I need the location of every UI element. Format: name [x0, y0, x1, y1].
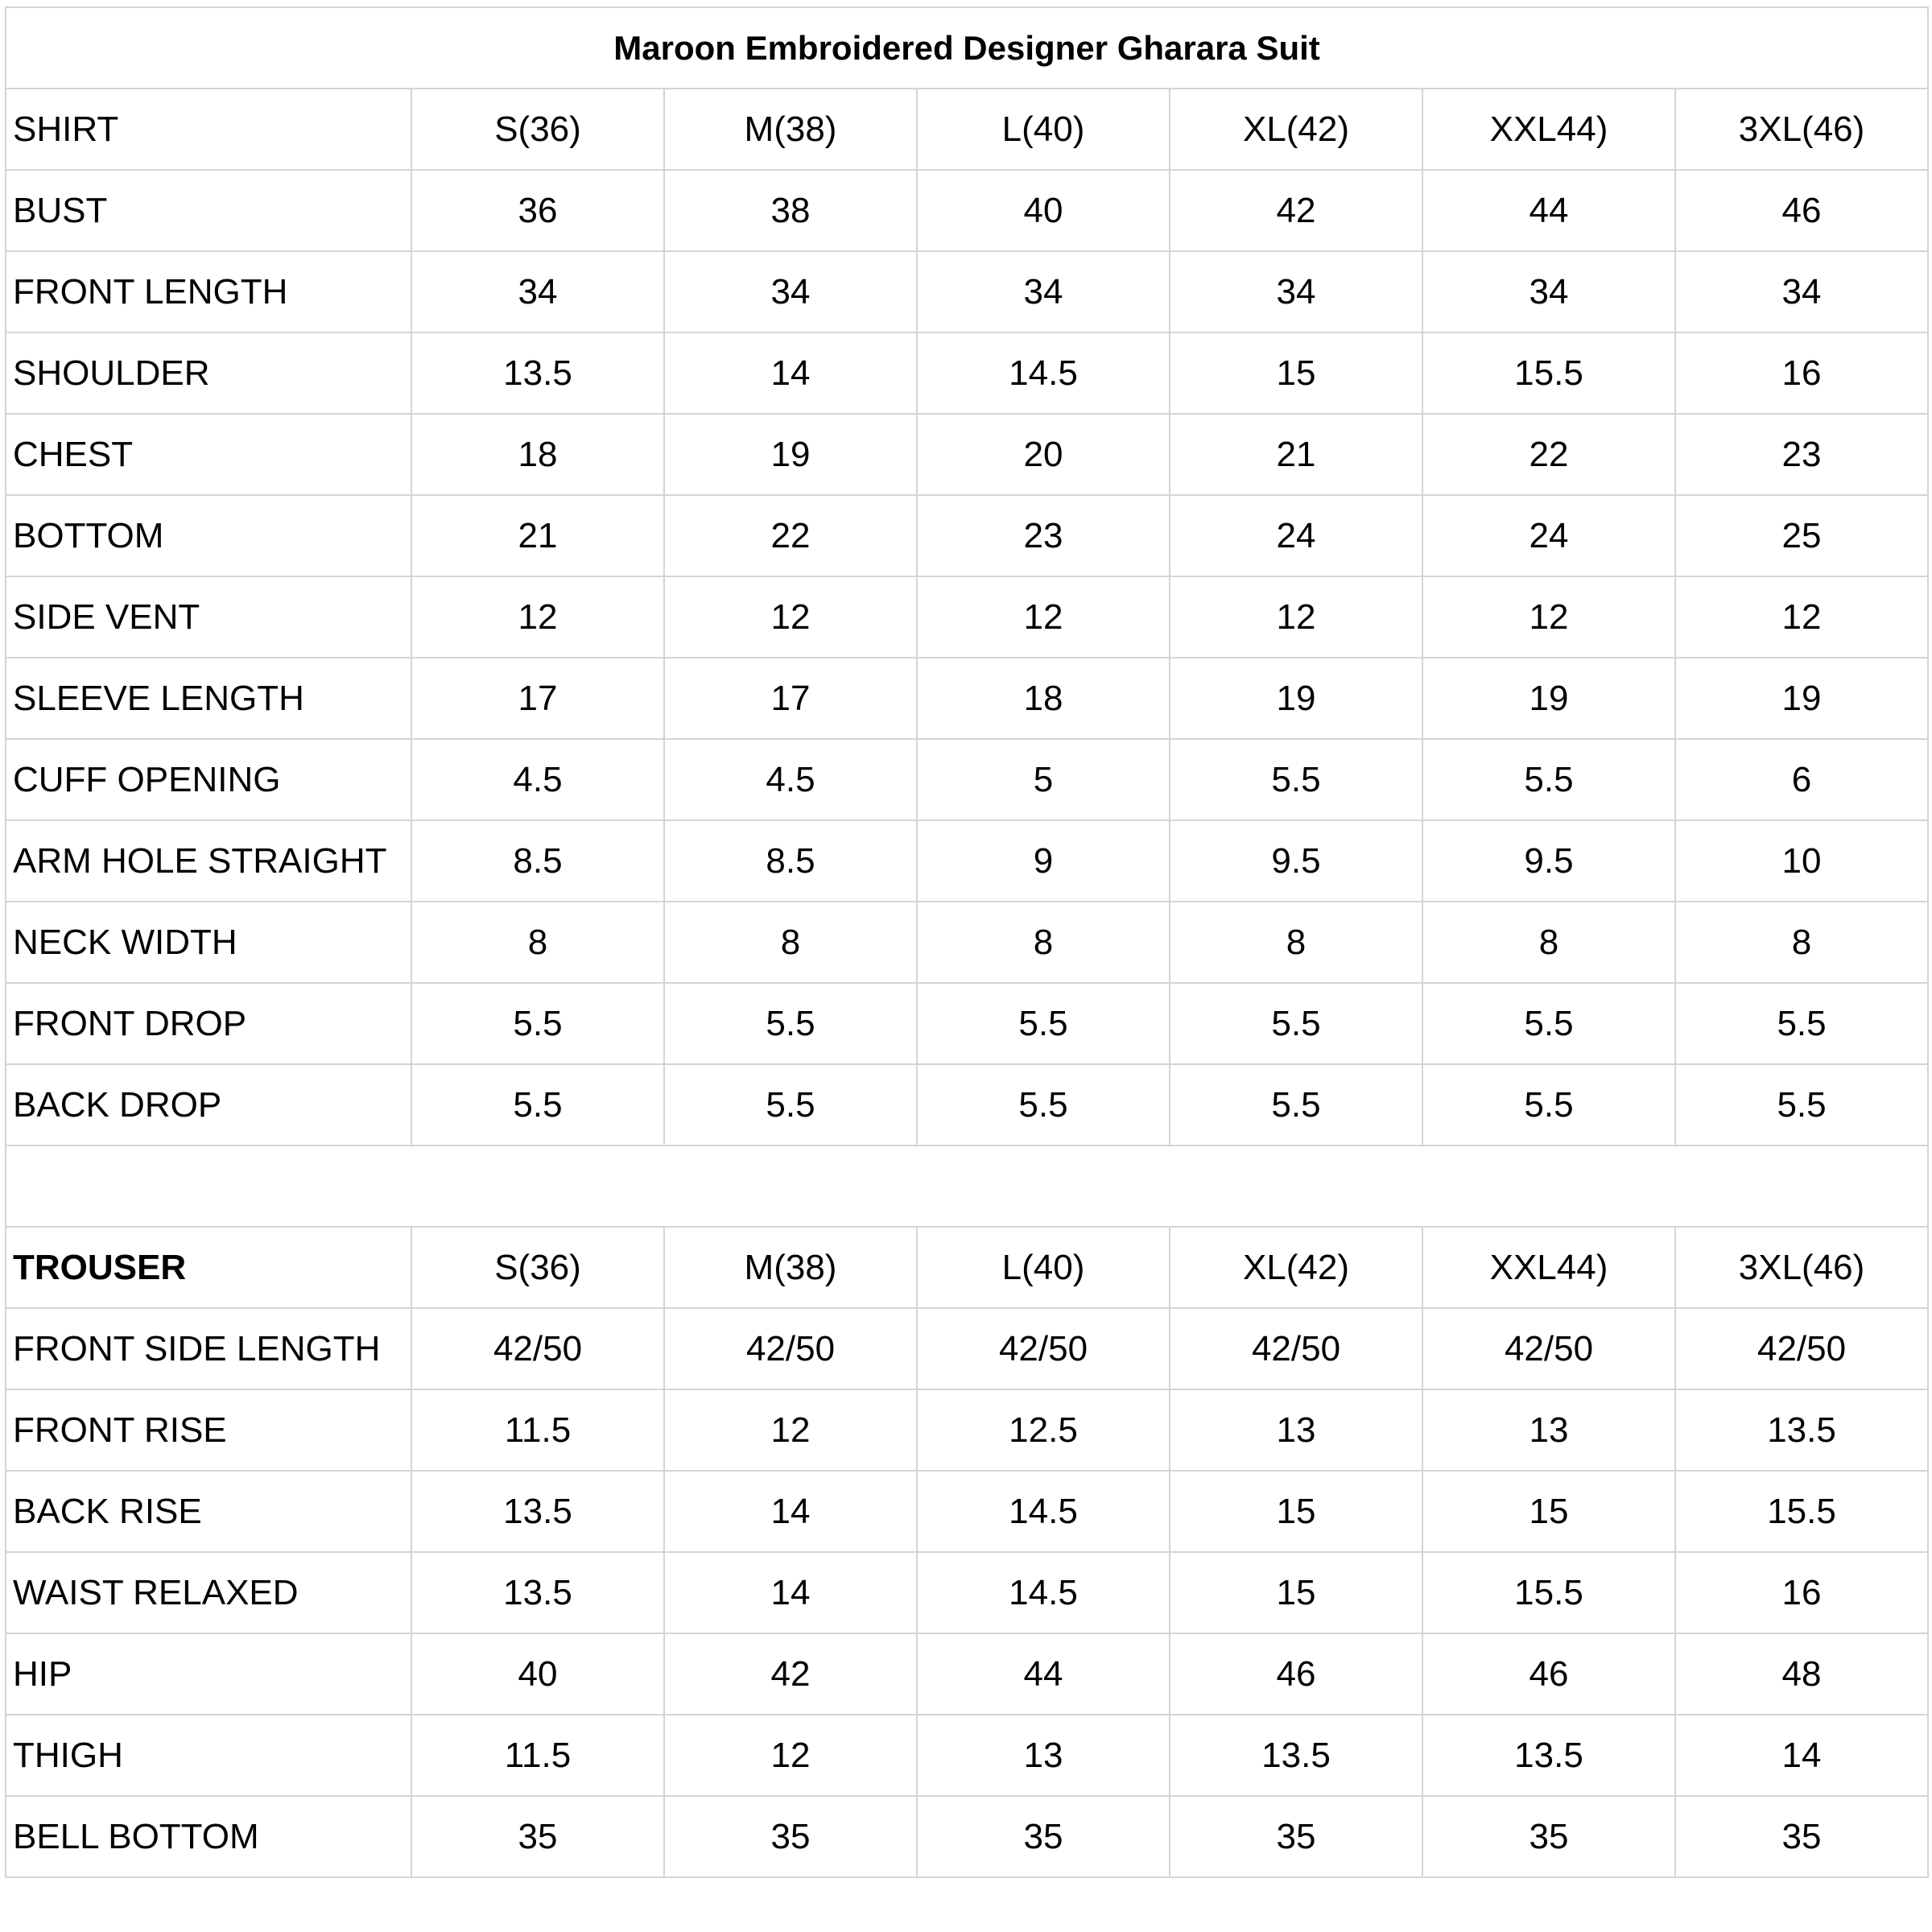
- measurement-value: 8.5: [664, 820, 917, 902]
- measurement-value: 12: [1422, 576, 1675, 658]
- measurement-value: 12: [664, 1389, 917, 1471]
- measurement-label: FRONT RISE: [6, 1389, 411, 1471]
- size-chart-table: [5, 6, 1929, 1878]
- measurement-value: 42/50: [664, 1308, 917, 1389]
- measurement-label: THIGH: [6, 1715, 411, 1796]
- measurement-value: 13: [1422, 1389, 1675, 1471]
- measurement-label: BACK DROP: [6, 1064, 411, 1146]
- measurement-value: 40: [411, 1633, 664, 1715]
- measurement-value: 4.5: [411, 739, 664, 820]
- measurement-value: 22: [664, 495, 917, 576]
- measurement-value: 15: [1170, 1471, 1422, 1552]
- measurement-value: 12: [411, 576, 664, 658]
- measurement-value: 46: [1170, 1633, 1422, 1715]
- measurement-value: 48: [1675, 1633, 1928, 1715]
- measurement-value: 34: [917, 251, 1170, 332]
- shirt-size-header: L(40): [917, 89, 1170, 170]
- table-row: [6, 332, 1928, 414]
- trouser-size-header: M(38): [664, 1227, 917, 1308]
- measurement-value: 4.5: [664, 739, 917, 820]
- trouser-size-header: 3XL(46): [1675, 1227, 1928, 1308]
- measurement-value: 12.5: [917, 1389, 1170, 1471]
- measurement-value: 12: [917, 576, 1170, 658]
- title-row: [6, 7, 1928, 89]
- measurement-value: 42/50: [411, 1308, 664, 1389]
- measurement-label: BELL BOTTOM: [6, 1796, 411, 1877]
- table-row: [6, 251, 1928, 332]
- measurement-value: 16: [1675, 1552, 1928, 1633]
- measurement-value: 46: [1675, 170, 1928, 251]
- table-row: [6, 983, 1928, 1064]
- measurement-value: 35: [917, 1796, 1170, 1877]
- measurement-value: 22: [1422, 414, 1675, 495]
- measurement-value: 14.5: [917, 1552, 1170, 1633]
- measurement-value: 34: [411, 251, 664, 332]
- trouser-header-row: [6, 1227, 1928, 1308]
- measurement-value: 24: [1170, 495, 1422, 576]
- shirt-size-header: XL(42): [1170, 89, 1422, 170]
- measurement-value: 16: [1675, 332, 1928, 414]
- measurement-value: 19: [1170, 658, 1422, 739]
- measurement-value: 34: [1170, 251, 1422, 332]
- measurement-value: 34: [1675, 251, 1928, 332]
- measurement-value: 13.5: [1422, 1715, 1675, 1796]
- measurement-value: 17: [411, 658, 664, 739]
- measurement-value: 24: [1422, 495, 1675, 576]
- shirt-header-row: [6, 89, 1928, 170]
- measurement-value: 12: [1675, 576, 1928, 658]
- measurement-value: 35: [411, 1796, 664, 1877]
- table-row: [6, 1552, 1928, 1633]
- chart-title: Maroon Embroidered Designer Gharara Suit: [6, 7, 1928, 89]
- measurement-value: 14: [664, 1471, 917, 1552]
- measurement-value: 5.5: [1170, 739, 1422, 820]
- measurement-value: 12: [664, 1715, 917, 1796]
- measurement-label: HIP: [6, 1633, 411, 1715]
- table-row: [6, 1715, 1928, 1796]
- measurement-value: 44: [917, 1633, 1170, 1715]
- measurement-label: BACK RISE: [6, 1471, 411, 1552]
- section-spacer: [6, 1146, 1928, 1227]
- measurement-value: 5.5: [1422, 1064, 1675, 1146]
- measurement-value: 5: [917, 739, 1170, 820]
- measurement-value: 10: [1675, 820, 1928, 902]
- measurement-label: SHOULDER: [6, 332, 411, 414]
- measurement-label: CHEST: [6, 414, 411, 495]
- measurement-value: 25: [1675, 495, 1928, 576]
- measurement-value: 21: [411, 495, 664, 576]
- measurement-label: WAIST RELAXED: [6, 1552, 411, 1633]
- measurement-value: 19: [1675, 658, 1928, 739]
- section-spacer-row: [6, 1146, 1928, 1227]
- measurement-value: 42/50: [1675, 1308, 1928, 1389]
- measurement-value: 23: [917, 495, 1170, 576]
- measurement-value: 42/50: [917, 1308, 1170, 1389]
- measurement-label: CUFF OPENING: [6, 739, 411, 820]
- table-row: [6, 658, 1928, 739]
- measurement-value: 20: [917, 414, 1170, 495]
- measurement-value: 8.5: [411, 820, 664, 902]
- measurement-value: 15: [1170, 1552, 1422, 1633]
- measurement-value: 9: [917, 820, 1170, 902]
- measurement-value: 9.5: [1170, 820, 1422, 902]
- measurement-value: 15.5: [1422, 332, 1675, 414]
- shirt-heading: SHIRT: [6, 89, 411, 170]
- table-row: [6, 170, 1928, 251]
- measurement-value: 14: [664, 332, 917, 414]
- measurement-value: 5.5: [664, 1064, 917, 1146]
- measurement-value: 34: [1422, 251, 1675, 332]
- measurement-value: 42: [1170, 170, 1422, 251]
- measurement-value: 36: [411, 170, 664, 251]
- measurement-label: FRONT DROP: [6, 983, 411, 1064]
- measurement-label: SIDE VENT: [6, 576, 411, 658]
- measurement-value: 38: [664, 170, 917, 251]
- measurement-value: 18: [411, 414, 664, 495]
- table-row: [6, 576, 1928, 658]
- measurement-value: 5.5: [411, 983, 664, 1064]
- table-row: [6, 1308, 1928, 1389]
- measurement-value: 5.5: [411, 1064, 664, 1146]
- table-row: [6, 820, 1928, 902]
- measurement-value: 15.5: [1675, 1471, 1928, 1552]
- measurement-value: 8: [1675, 902, 1928, 983]
- measurement-value: 8: [411, 902, 664, 983]
- trouser-size-header: XL(42): [1170, 1227, 1422, 1308]
- measurement-value: 5.5: [917, 983, 1170, 1064]
- measurement-value: 21: [1170, 414, 1422, 495]
- measurement-value: 46: [1422, 1633, 1675, 1715]
- trouser-size-header: L(40): [917, 1227, 1170, 1308]
- shirt-size-header: M(38): [664, 89, 917, 170]
- measurement-value: 5.5: [917, 1064, 1170, 1146]
- trouser-size-header: XXL44): [1422, 1227, 1675, 1308]
- measurement-value: 42/50: [1422, 1308, 1675, 1389]
- table-row: [6, 414, 1928, 495]
- measurement-value: 35: [1675, 1796, 1928, 1877]
- measurement-value: 15.5: [1422, 1552, 1675, 1633]
- measurement-value: 6: [1675, 739, 1928, 820]
- table-row: [6, 495, 1928, 576]
- measurement-value: 5.5: [1675, 1064, 1928, 1146]
- measurement-value: 42: [664, 1633, 917, 1715]
- measurement-value: 40: [917, 170, 1170, 251]
- table-row: [6, 1633, 1928, 1715]
- measurement-value: 35: [1422, 1796, 1675, 1877]
- measurement-value: 14.5: [917, 332, 1170, 414]
- measurement-value: 5.5: [664, 983, 917, 1064]
- measurement-label: NECK WIDTH: [6, 902, 411, 983]
- measurement-value: 18: [917, 658, 1170, 739]
- measurement-value: 8: [1422, 902, 1675, 983]
- table-row: [6, 739, 1928, 820]
- measurement-value: 9.5: [1422, 820, 1675, 902]
- measurement-value: 12: [1170, 576, 1422, 658]
- measurement-label: FRONT SIDE LENGTH: [6, 1308, 411, 1389]
- shirt-size-header: S(36): [411, 89, 664, 170]
- shirt-size-header: 3XL(46): [1675, 89, 1928, 170]
- measurement-value: 19: [1422, 658, 1675, 739]
- measurement-value: 5.5: [1675, 983, 1928, 1064]
- measurement-value: 8: [1170, 902, 1422, 983]
- measurement-value: 13.5: [1675, 1389, 1928, 1471]
- measurement-label: SLEEVE LENGTH: [6, 658, 411, 739]
- measurement-value: 5.5: [1170, 983, 1422, 1064]
- measurement-value: 35: [1170, 1796, 1422, 1877]
- measurement-value: 5.5: [1422, 983, 1675, 1064]
- trouser-size-header: S(36): [411, 1227, 664, 1308]
- size-chart-body: [6, 7, 1928, 1877]
- measurement-value: 19: [664, 414, 917, 495]
- measurement-value: 15: [1422, 1471, 1675, 1552]
- measurement-value: 11.5: [411, 1389, 664, 1471]
- measurement-value: 13: [917, 1715, 1170, 1796]
- measurement-label: BUST: [6, 170, 411, 251]
- measurement-value: 15: [1170, 332, 1422, 414]
- table-row: [6, 1796, 1928, 1877]
- table-row: [6, 1389, 1928, 1471]
- measurement-value: 13.5: [411, 1552, 664, 1633]
- measurement-label: ARM HOLE STRAIGHT: [6, 820, 411, 902]
- measurement-value: 34: [664, 251, 917, 332]
- measurement-value: 44: [1422, 170, 1675, 251]
- measurement-value: 42/50: [1170, 1308, 1422, 1389]
- measurement-value: 13: [1170, 1389, 1422, 1471]
- measurement-value: 13.5: [1170, 1715, 1422, 1796]
- measurement-value: 5.5: [1422, 739, 1675, 820]
- measurement-value: 17: [664, 658, 917, 739]
- trouser-heading: TROUSER: [6, 1227, 411, 1308]
- measurement-value: 14.5: [917, 1471, 1170, 1552]
- measurement-value: 8: [917, 902, 1170, 983]
- measurement-value: 5.5: [1170, 1064, 1422, 1146]
- measurement-value: 14: [1675, 1715, 1928, 1796]
- measurement-value: 12: [664, 576, 917, 658]
- measurement-value: 14: [664, 1552, 917, 1633]
- table-row: [6, 902, 1928, 983]
- measurement-value: 13.5: [411, 1471, 664, 1552]
- shirt-size-header: XXL44): [1422, 89, 1675, 170]
- measurement-value: 13.5: [411, 332, 664, 414]
- measurement-value: 8: [664, 902, 917, 983]
- table-row: [6, 1064, 1928, 1146]
- measurement-value: 11.5: [411, 1715, 664, 1796]
- measurement-label: BOTTOM: [6, 495, 411, 576]
- measurement-value: 35: [664, 1796, 917, 1877]
- measurement-value: 23: [1675, 414, 1928, 495]
- measurement-label: FRONT LENGTH: [6, 251, 411, 332]
- table-row: [6, 1471, 1928, 1552]
